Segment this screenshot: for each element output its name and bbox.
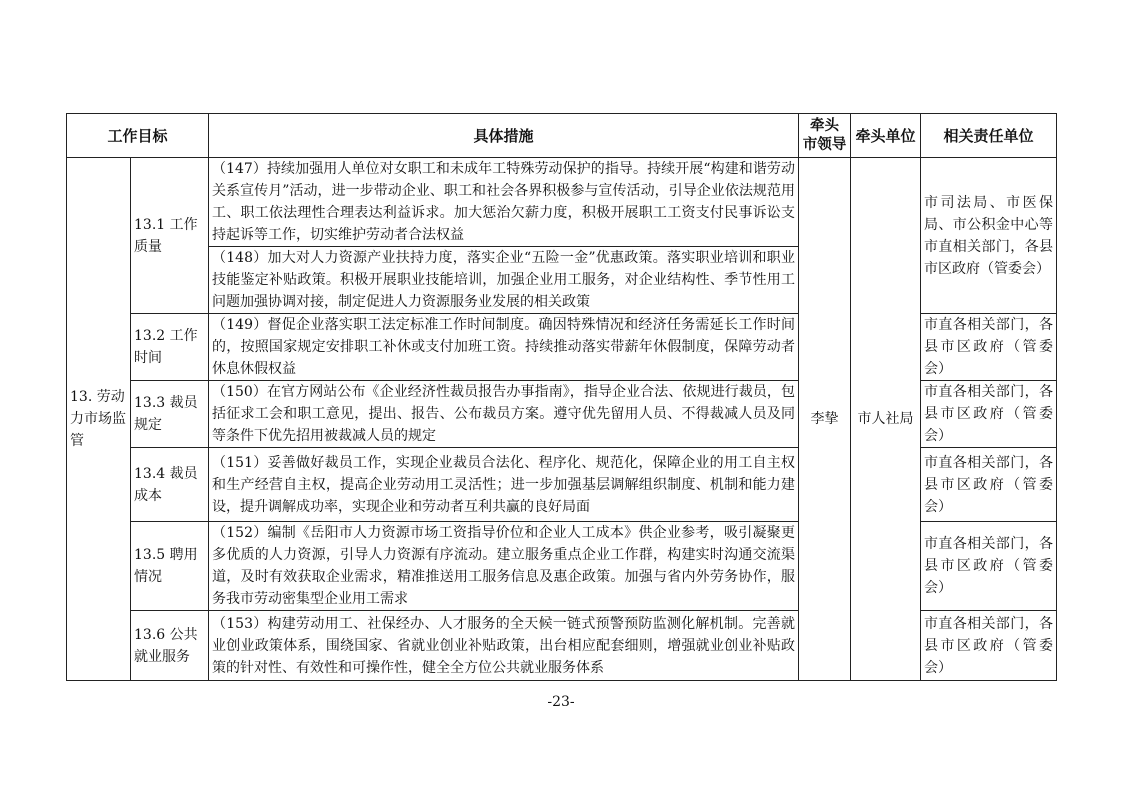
subgoal-cell: 13.4 裁员成本 [131, 448, 209, 522]
lead-unit-cell: 市人社局 [851, 158, 921, 681]
page-number: -23- [547, 694, 575, 710]
responsible-cell: 市直各相关部门，各县市区政府（管委会） [921, 522, 1057, 611]
responsible-cell: 市直各相关部门，各县市区政府（管委会） [921, 448, 1057, 522]
subgoal-cell: 13.6 公共就业服务 [131, 611, 209, 681]
leader-cell: 李挚 [799, 158, 851, 681]
measure-cell: （150）在官方网站公布《企业经济性裁员报告办事指南》，指导企业合法、依规进行裁员，包括征求工会和职工意见，提出、报告、公布裁员方案。遵守优先留用人员、不得裁减人员及同等条件下优先招用被裁减人员的规定 [209, 381, 799, 448]
responsible-cell: 市司法局、市医保局、市公积金中心等市直相关部门，各县市区政府（管委会） [921, 158, 1057, 314]
subgoal-cell: 13.2 工作时间 [131, 314, 209, 381]
measure-cell: （151）妥善做好裁员工作，实现企业裁员合法化、程序化、规范化，保障企业的用工自主权和生产经营自主权，提高企业劳动用工灵活性；进一步加强基层调解组织制度、机制和能力建设，提升调解成功率，实现企业和劳动者互利共赢的良好局面 [209, 448, 799, 522]
header-measures: 具体措施 [209, 114, 799, 158]
header-goal: 工作目标 [67, 114, 209, 158]
measure-cell: （149）督促企业落实职工法定标准工作时间制度。确因特殊情况和经济任务需延长工作时间的，按照国家规定安排职工补休或支付加班工资。持续推动落实带薪年休假制度，保障劳动者休息休假权益 [209, 314, 799, 381]
table-header-row [67, 114, 1057, 158]
goal-cell: 13. 劳动力市场监管 [67, 158, 131, 681]
subgoal-cell: 13.5 聘用情况 [131, 522, 209, 611]
measure-cell: （152）编制《岳阳市人力资源市场工资指导价位和企业人工成本》供企业参考，吸引凝聚更多优质的人力资源，引导人力资源有序流动。建立服务重点企业工作群，构建实时沟通交流渠道，及时有效获取企业需求，精准推送用工服务信息及惠企政策。加强与省内外劳务协作，服务我市劳动密集型企业用工需求 [209, 522, 799, 611]
subgoal-cell: 13.3 裁员规定 [131, 381, 209, 448]
work-plan-table [66, 113, 1057, 681]
responsible-cell: 市直各相关部门，各县市区政府（管委会） [921, 381, 1057, 448]
header-leader-text: 牵头 市领导 [802, 117, 847, 153]
responsible-cell: 市直各相关部门，各县市区政府（管委会） [921, 611, 1057, 681]
header-lead-unit: 牵头单位 [851, 114, 921, 158]
header-leader [799, 114, 851, 158]
measure-cell: （147）持续加强用人单位对女职工和未成年工特殊劳动保护的指导。持续开展“构建和谐劳动关系宣传月”活动，进一步带动企业、职工和社会各界积极参与宣传活动，引导企业依法规范用工、职工依法理性合理表达利益诉求。加大惩治欠薪力度，积极开展职工工资支付民事诉讼支持起诉等工作，切实维护劳动者合法权益 [209, 158, 799, 247]
subgoal-cell: 13.1 工作质量 [131, 158, 209, 314]
table-row [67, 158, 1057, 247]
measure-cell: （153）构建劳动用工、社保经办、人才服务的全天候一链式预警预防监测化解机制。完善就业创业政策体系，围绕国家、省就业创业补贴政策，出台相应配套细则，增强就业创业补贴政策的针对性、有效性和可操作性，健全全方位公共就业服务体系 [209, 611, 799, 681]
header-responsible: 相关责任单位 [921, 114, 1057, 158]
responsible-cell: 市直各相关部门，各县市区政府（管委会） [921, 314, 1057, 381]
measure-cell: （148）加大对人力资源产业扶持力度，落实企业“五险一金”优惠政策。落实职业培训和职业技能鉴定补贴政策。积极开展职业技能培训，加强企业用工服务，对企业结构性、季节性用工问题加强协调对接，制定促进人力资源服务业发展的相关政策 [209, 247, 799, 314]
